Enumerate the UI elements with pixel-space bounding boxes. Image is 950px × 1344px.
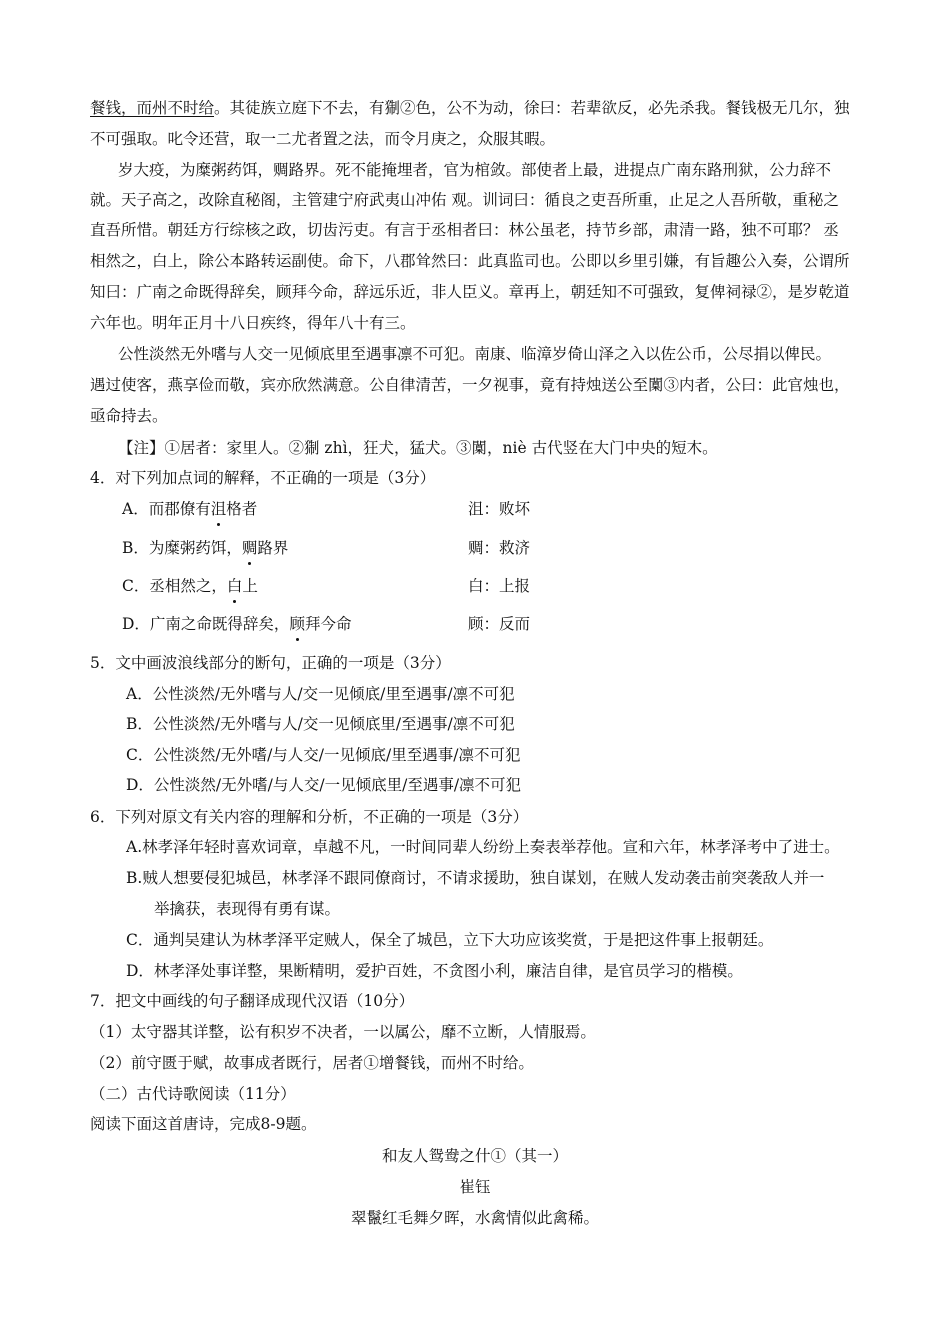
section-heading: （二）古代诗歌阅读（11分） bbox=[90, 1085, 296, 1103]
dotted-word: 顾 bbox=[289, 612, 305, 636]
passage-line: 知曰：广南之命既得辞矣，顾拜今命，辞远乐近，非人臣义。章再上，朝廷知不可强致，复俾祠禄②，是岁乾道 bbox=[90, 283, 850, 301]
document-page: 餐钱，而州不时给。其徒族立庭下不去，有猘②色，公不为动，徐曰：若辈欲反，必先杀我。餐钱极无几尔，独 不可强取。叱令还营，取一二尤者置之法，而令月庚之，众服其暇。 岁大疫，为糜粥药饵，赒路界。死不能掩埋者，官为棺敛。部使者上最，进提点广南东路刑狱，公力辞不 就。天子高之，改除直秘阁，主管建宁府武夷山冲佑 观。训词曰：循良之吏吾所重，止足之人吾所敬，重秘之 直吾所惜。朝廷方行综核之政，切齿污吏。有言于丞相者曰：林公虽老，持节乡部，肃清一路，独不可耶？ 丞 相然之，白上，除公本路转运副使。命下，八郡耸然曰：此真监司也。公即以乡里引嫌，有旨趣公入奏，公谓所 知曰：广南之命既得辞矣，顾拜今命，辞远乐近，非人臣义。章再上，朝廷知不可强致，复俾祠禄②，是岁乾道 六年也。明年正月十八日疾终，得年八十有三。 公性淡然无外嗜与人交一见倾底里至遇事凛不可犯。南康、临漳岁倚山泽之入以佐公币，公尽捐以俾民。 遇过使客，燕享俭而敬，宾亦欣然满意。公自律清苦，一夕视事，竟有持烛送公至闑③内者，公曰：此官烛也， 亟命持去。 【注】①居者：家里人。②猘 zhì，狂犬，猛犬。③闑，niè 古代竖在大门中央的短木。 4．对下列加点词的解释，不正确的一项是（3分） A．而郡僚有沮格者 沮：败坏 B．为糜粥药饵，赒路界 赒：救济 C．丞相然之，白上 白：上报 D．广南之命既得辞矣，顾拜今命 顾：反而 5．文中画波浪线部分的断句，正确的一项是（3分） A．公性淡然/无外嗜与人/交一见倾底/里至遇事/凛不可犯 B．公性淡然/无外嗜与人/交一见倾底里/至遇事/凛不可犯 C．公性淡然/无外嗜/与人交/一见倾底/里至遇事/凛不可犯 D．公性淡然/无外嗜/与人交/一见倾底里/至遇事/凛不可犯 6．下列对原文有关内容的理解和分析，不正确的一项是（3分） A.林孝泽年轻时喜欢词章，卓越不凡，一时间同辈人纷纷上奏表举荐他。宣和六年，林孝泽考中了进士。 B.贼人想要侵犯城邑，林孝泽不跟同僚商讨，不请求援助，独自谋划，在贼人发动袭击前突袭敌人并一 举擒获，表现得有勇有谋。 C．通判吴建认为林孝泽平定贼人，保全了城邑，立下大功应该奖赏，于是把这件事上报朝廷。 D．林孝泽处事详整，果断精明，爱护百姓，不贪图小利，廉洁自律，是官员学习的楷模。 7．把文中画线的句子翻译成现代汉语（10分） （1）太守器其详整，讼有积岁不决者，一以属公，靡不立断，人情服焉。 （2）前守匮于赋，故事成者既行，居者①增餐钱，而州不时给。 （二）古代诗歌阅读（11分） 阅读下面这首唐诗，完成8-9题。 和友人鸳鸯之什①（其一） 崔钰 翠鬣红毛舞夕晖，水禽情似此禽稀。 bbox=[0, 0, 950, 1344]
question-6-stem: 6．下列对原文有关内容的理解和分析，不正确的一项是（3分） bbox=[90, 808, 529, 826]
passage-line: 公性淡然无外嗜与人交一见倾底里至遇事凛不可犯。南康、临漳岁倚山泽之入以佐公币，公尽捐以俾民。 bbox=[118, 345, 832, 363]
option-explanation: 赒：救济 bbox=[468, 539, 531, 557]
passage-line: 相然之，白上，除公本路转运副使。命下，八郡耸然曰：此真监司也。公即以乡里引嫌，有旨趣公入奏，公谓所 bbox=[90, 252, 850, 270]
passage-line: 直吾所惜。朝廷方行综核之政，切齿污吏。有言于丞相者曰：林公虽老，持节乡部，肃清一路，独不可耶？ 丞 bbox=[90, 221, 839, 239]
passage-line: 亟命持去。 bbox=[90, 407, 168, 425]
question-7-stem: 7．把文中画线的句子翻译成现代汉语（10分） bbox=[90, 992, 415, 1010]
poem-line-1: 翠鬣红毛舞夕晖，水禽情似此禽稀。 bbox=[350, 1209, 599, 1227]
option-explanation: 白：上报 bbox=[468, 577, 531, 595]
q6-option-b-cont: 举擒获，表现得有勇有谋。 bbox=[154, 900, 341, 918]
q5-option-c: C．公性淡然/无外嗜/与人交/一见倾底/里至遇事/凛不可犯 bbox=[126, 746, 521, 764]
q5-option-b: B．公性淡然/无外嗜与人/交一见倾底里/至遇事/凛不可犯 bbox=[126, 715, 515, 733]
option-explanation: 沮：败坏 bbox=[468, 500, 531, 518]
dotted-word: 赒 bbox=[242, 536, 258, 560]
section-instruction: 阅读下面这首唐诗，完成8-9题。 bbox=[90, 1115, 317, 1133]
q7-sentence-2: （2）前守匮于赋，故事成者既行，居者①增餐钱，而州不时给。 bbox=[90, 1054, 534, 1072]
q6-option-c: C．通判吴建认为林孝泽平定贼人，保全了城邑，立下大功应该奖赏，于是把这件事上报朝廷。 bbox=[126, 931, 774, 949]
passage-line: 遇过使客，燕享俭而敬，宾亦欣然满意。公自律清苦，一夕视事，竟有持烛送公至闑③内者，公曰：此官烛也， bbox=[90, 376, 850, 394]
q7-sentence-1: （1）太守器其详整，讼有积岁不决者，一以属公，靡不立断，人情服焉。 bbox=[90, 1023, 596, 1041]
passage-line: 岁大疫，为糜粥药饵，赒路界。死不能掩埋者，官为棺敛。部使者上最，进提点广南东路刑狱，公力辞不 bbox=[118, 161, 832, 179]
dotted-word: 沮 bbox=[211, 497, 227, 521]
dotted-word: 白 bbox=[227, 574, 243, 598]
passage-line: 餐钱，而州不时给。其徒族立庭下不去，有猘②色，公不为动，徐曰：若辈欲反，必先杀我。餐钱极无几尔，独 bbox=[90, 99, 850, 117]
poem-author: 崔钰 bbox=[459, 1178, 491, 1196]
poem-title: 和友人鸳鸯之什①（其一） bbox=[381, 1147, 568, 1165]
passage-line: 六年也。明年正月十八日疾终，得年八十有三。 bbox=[90, 314, 416, 332]
q6-option-a: A.林孝泽年轻时喜欢词章，卓越不凡，一时间同辈人纷纷上奏表举荐他。宣和六年，林孝泽考中了进士。 bbox=[126, 838, 840, 856]
option-explanation: 顾：反而 bbox=[468, 615, 531, 633]
q5-option-d: D．公性淡然/无外嗜/与人交/一见倾底里/至遇事/凛不可犯 bbox=[126, 776, 522, 794]
q5-option-a: A．公性淡然/无外嗜与人/交一见倾底/里至遇事/凛不可犯 bbox=[126, 685, 515, 703]
underlined-sentence: 餐钱，而州不时给 bbox=[90, 99, 215, 117]
footnote: 【注】①居者：家里人。②猘 zhì，狂犬，猛犬。③闑，niè 古代竖在大门中央的短木。 bbox=[118, 439, 718, 457]
question-5-stem: 5．文中画波浪线部分的断句，正确的一项是（3分） bbox=[90, 654, 451, 672]
passage-line: 就。天子高之，改除直秘阁，主管建宁府武夷山冲佑 观。训词曰：循良之吏吾所重，止足之人吾所敬，重秘之 bbox=[90, 191, 839, 209]
question-4-stem: 4．对下列加点词的解释，不正确的一项是（3分） bbox=[90, 469, 436, 487]
q6-option-b: B.贼人想要侵犯城邑，林孝泽不跟同僚商讨，不请求援助，独自谋划，在贼人发动袭击前突袭敌人并一 bbox=[126, 869, 825, 887]
q6-option-d: D．林孝泽处事详整，果断精明，爱护百姓，不贪图小利，廉洁自律，是官员学习的楷模。 bbox=[126, 962, 743, 980]
passage-line: 不可强取。叱令还营，取一二尤者置之法，而令月庚之，众服其暇。 bbox=[90, 130, 556, 148]
